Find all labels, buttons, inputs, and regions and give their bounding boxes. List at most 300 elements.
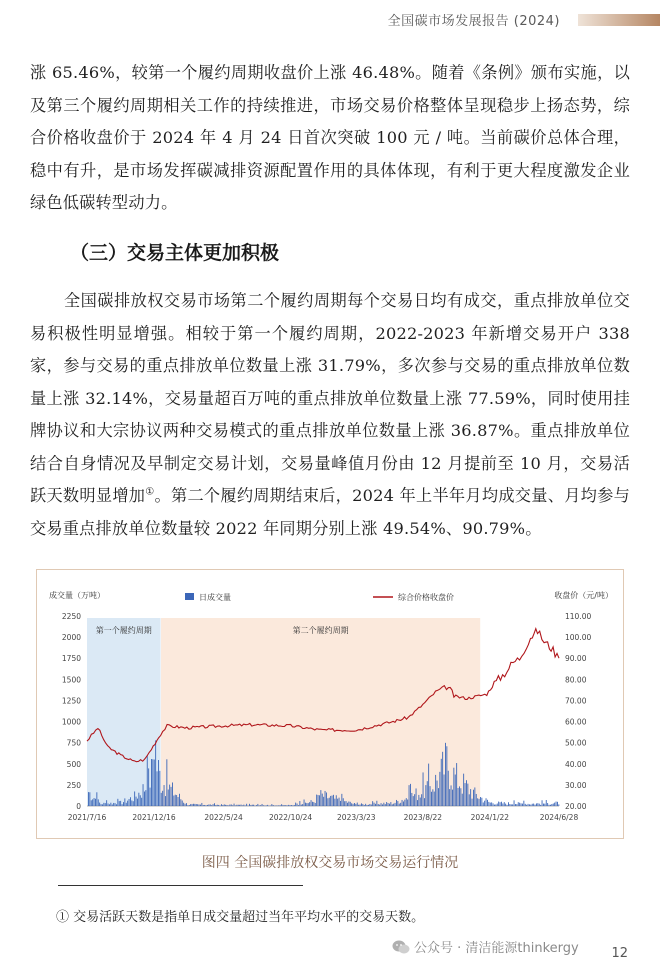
period-label: 第一个履约周期: [95, 626, 152, 635]
volume-bar: [508, 802, 509, 806]
volume-bar: [168, 790, 169, 806]
x-tick-label: 2024/1/22: [470, 813, 510, 822]
volume-bar: [110, 803, 111, 806]
volume-bar: [179, 794, 180, 806]
volume-bar: [500, 802, 501, 806]
volume-bar: [129, 799, 130, 806]
volume-bar: [518, 802, 519, 806]
volume-bar: [481, 798, 482, 806]
volume-bar: [113, 803, 114, 806]
volume-bar: [278, 805, 279, 806]
volume-bar: [152, 759, 153, 806]
volume-bar: [144, 792, 145, 806]
volume-bar: [229, 805, 230, 806]
volume-bar: [523, 801, 524, 806]
volume-bar: [493, 803, 494, 806]
left-tick-label: 2250: [61, 612, 81, 621]
volume-bar: [316, 795, 317, 806]
volume-bar: [439, 772, 440, 806]
volume-bar: [514, 800, 515, 806]
volume-bar: [474, 787, 475, 806]
volume-bar: [372, 801, 373, 806]
volume-bar: [105, 803, 106, 806]
volume-bar: [383, 803, 384, 806]
x-tick-label: 2024/6/28: [539, 813, 579, 822]
volume-bar: [431, 792, 432, 806]
volume-bar: [460, 788, 461, 806]
volume-bar: [399, 804, 400, 806]
volume-bar: [102, 804, 103, 806]
wechat-watermark: [392, 937, 579, 956]
right-tick-label: 30.00: [565, 780, 587, 790]
volume-bar: [232, 805, 233, 806]
left-tick-label: 750: [66, 738, 81, 748]
volume-bar: [414, 794, 415, 806]
volume-bar: [340, 801, 341, 806]
period-label: 第二个履约周期: [292, 626, 349, 635]
volume-bar: [200, 805, 201, 806]
volume-bar: [306, 803, 307, 806]
figure-caption: 图四 全国碳排放权交易市场交易运行情况: [201, 855, 459, 871]
volume-bar: [526, 805, 527, 806]
volume-bar: [103, 803, 104, 806]
left-tick-label: 0: [76, 802, 81, 811]
volume-bar: [333, 795, 334, 806]
volume-bar: [131, 800, 132, 806]
volume-bar: [134, 791, 135, 806]
volume-bar: [287, 805, 288, 806]
volume-bar: [169, 785, 170, 806]
volume-bar: [409, 785, 410, 806]
volume-bar: [332, 796, 333, 806]
volume-bar: [480, 797, 481, 806]
volume-bar: [525, 804, 526, 806]
volume-bar: [137, 799, 138, 806]
volume-bar: [315, 803, 316, 806]
volume-bar: [145, 790, 146, 806]
volume-bar: [556, 802, 557, 806]
volume-bar: [472, 799, 473, 806]
volume-bar: [354, 803, 355, 806]
volume-bar: [154, 760, 155, 806]
volume-bar: [522, 804, 523, 806]
volume-bar: [101, 804, 102, 806]
volume-bar: [281, 804, 282, 806]
volume-bar: [542, 800, 543, 806]
volume-bar: [155, 740, 156, 806]
volume-bar: [521, 803, 522, 806]
footnote: ① 交易活跃天数是指单日成交量超过当年平均水平的交易天数。: [56, 910, 425, 925]
volume-bar: [390, 802, 391, 806]
paragraph-price: 涨 65.46%，较第一个履约周期收盘价上涨 46.48%。随着《条例》颁布实施，以及第三个履约周期相关工作的持续推进，市场交易价格整体呈现稳步上扬态势，综合价格收盘价于 2024 年 4 月 24 日首次突破 100 元 / 吨。当前碳价总体合理，稳中有升，是市场发挥碳减排资源配置作用的具体体现，有利于更大程度激发企业绿色低碳转型动力。: [30, 63, 630, 212]
volume-bar: [203, 805, 204, 806]
volume-bar: [558, 804, 559, 806]
footnote-divider: [58, 885, 303, 886]
x-tick-label: 2021/12/16: [132, 813, 176, 822]
volume-bar: [295, 803, 296, 806]
volume-bar: [288, 805, 289, 806]
volume-bar: [309, 802, 310, 806]
volume-bar: [458, 788, 459, 806]
volume-bar: [486, 798, 487, 806]
volume-bar: [127, 801, 128, 806]
volume-bar: [549, 805, 550, 806]
volume-bar: [256, 805, 257, 806]
volume-bar: [491, 802, 492, 806]
volume-bar: [330, 796, 331, 806]
volume-bar: [109, 804, 110, 806]
volume-bar: [551, 804, 552, 806]
volume-bar: [497, 804, 498, 806]
volume-bar: [231, 804, 232, 806]
volume-bar: [180, 799, 181, 806]
volume-bar: [435, 775, 436, 806]
trading-chart: [36, 569, 624, 839]
volume-bar: [543, 804, 544, 806]
volume-bar: [451, 785, 452, 806]
volume-bar: [533, 804, 534, 806]
volume-bar: [120, 801, 121, 806]
volume-bar: [519, 803, 520, 806]
volume-bar: [367, 805, 368, 806]
volume-bar: [264, 805, 265, 806]
volume-bar: [148, 768, 149, 806]
volume-bar: [117, 799, 118, 806]
volume-bar: [92, 799, 93, 806]
volume-bar: [392, 804, 393, 806]
volume-bar: [196, 804, 197, 806]
volume-bar: [199, 804, 200, 806]
volume-bar: [550, 805, 551, 806]
left-tick-label: 2000: [61, 633, 81, 643]
volume-bar: [498, 802, 499, 806]
volume-bar: [249, 804, 250, 806]
volume-bar: [239, 805, 240, 806]
volume-bar: [467, 784, 468, 806]
volume-bar: [516, 804, 517, 806]
volume-bar: [365, 804, 366, 806]
volume-bar: [406, 798, 407, 806]
volume-bar: [411, 793, 412, 806]
volume-bar: [441, 759, 442, 806]
volume-bar: [420, 798, 421, 806]
volume-bar: [421, 794, 422, 806]
volume-bar: [388, 803, 389, 806]
volume-bar: [311, 800, 312, 806]
volume-bar: [334, 799, 335, 806]
volume-bar: [299, 801, 300, 806]
volume-bar: [157, 771, 158, 806]
volume-bar: [138, 793, 139, 806]
volume-bar: [532, 804, 533, 806]
page-number: 12: [611, 946, 628, 961]
volume-bar: [262, 804, 263, 806]
volume-bar: [389, 804, 390, 806]
volume-bar: [242, 805, 243, 806]
volume-bar: [161, 793, 162, 806]
volume-bar: [343, 798, 344, 806]
volume-bar: [463, 774, 464, 806]
volume-bar: [291, 805, 292, 806]
volume-bar: [136, 797, 137, 806]
right-axis-title: 收盘价（元/吨）: [554, 591, 613, 600]
volume-bar: [267, 805, 268, 806]
volume-bar: [329, 798, 330, 806]
paragraph-participants-tail: 。第二个履约周期结束后，2024 年上半年月均成交量、月均参与交易重点排放单位数量较 2022 年同期分别上涨 49.54%、90.79%。: [30, 486, 630, 538]
volume-bar: [554, 803, 555, 806]
volume-bar: [246, 804, 247, 806]
volume-bar: [470, 789, 471, 806]
volume-bar: [339, 798, 340, 806]
volume-bar: [151, 759, 152, 806]
volume-bar: [544, 804, 545, 806]
volume-bar: [140, 795, 141, 806]
volume-bar: [323, 797, 324, 806]
volume-bar: [207, 805, 208, 806]
period-band: [87, 618, 161, 806]
volume-bar: [143, 784, 144, 806]
x-tick-label: 2021/7/16: [67, 813, 107, 822]
volume-bar: [98, 799, 99, 806]
x-tick-label: 2023/3/23: [337, 813, 376, 822]
volume-bar: [112, 804, 113, 806]
volume-bar: [368, 805, 369, 806]
volume-bar: [417, 800, 418, 806]
volume-bar: [297, 804, 298, 806]
volume-bar: [260, 805, 261, 806]
volume-bar: [362, 804, 363, 806]
watermark-text: 公众号 · 清洁能源thinkergy: [414, 941, 579, 956]
volume-bar: [465, 783, 466, 806]
volume-bar: [194, 804, 195, 806]
wechat-icon: [392, 939, 410, 955]
right-tick-label: 80.00: [565, 675, 587, 685]
volume-bar: [381, 803, 382, 806]
volume-bar: [341, 794, 342, 806]
volume-bar: [357, 803, 358, 806]
volume-bar: [210, 804, 211, 806]
volume-bar: [361, 803, 362, 806]
paragraph-participants: [30, 285, 630, 545]
volume-bar: [386, 802, 387, 806]
volume-bar: [257, 804, 258, 806]
volume-bar: [116, 804, 117, 806]
volume-bar: [285, 805, 286, 806]
left-tick-label: 500: [66, 759, 81, 769]
volume-bar: [547, 803, 548, 806]
left-tick-label: 1250: [61, 696, 81, 706]
volume-bar: [259, 805, 260, 806]
volume-bar: [186, 803, 187, 806]
volume-bar: [453, 768, 454, 806]
volume-bar: [271, 804, 272, 806]
volume-bar: [530, 805, 531, 806]
volume-bar: [283, 805, 284, 806]
volume-bar: [515, 804, 516, 806]
volume-bar: [442, 752, 443, 806]
volume-bar: [434, 792, 435, 806]
volume-bar: [302, 804, 303, 806]
volume-bar: [178, 797, 179, 806]
volume-bar: [428, 764, 429, 806]
volume-bar: [444, 774, 445, 806]
volume-bar: [220, 805, 221, 806]
volume-bar: [171, 787, 172, 806]
volume-bar: [91, 800, 92, 806]
volume-bar: [410, 784, 411, 806]
volume-bar: [536, 803, 537, 806]
volume-bar: [222, 805, 223, 806]
volume-bar: [456, 763, 457, 806]
x-tick-label: 2022/5/24: [204, 813, 243, 822]
volume-bar: [245, 805, 246, 806]
volume-bar: [537, 803, 538, 806]
volume-bar: [290, 805, 291, 806]
volume-bar: [364, 805, 365, 806]
volume-bar: [427, 781, 428, 806]
volume-bar: [402, 800, 403, 806]
volume-bar: [430, 786, 431, 806]
right-tick-label: 70.00: [565, 696, 587, 706]
page-header: [0, 6, 660, 32]
volume-bar: [165, 796, 166, 806]
volume-bar: [509, 804, 510, 806]
volume-bar: [502, 803, 503, 806]
volume-bar: [375, 804, 376, 806]
volume-bar: [385, 804, 386, 806]
volume-bar: [347, 803, 348, 806]
volume-bar: [396, 800, 397, 806]
volume-bar: [407, 799, 408, 806]
volume-bar: [424, 798, 425, 806]
volume-bar: [511, 804, 512, 806]
volume-bar: [284, 805, 285, 806]
volume-bar: [119, 801, 120, 806]
volume-bar: [122, 804, 123, 806]
right-tick-label: 90.00: [565, 654, 587, 664]
volume-bar: [448, 771, 449, 806]
volume-bar: [280, 805, 281, 806]
volume-bar: [346, 801, 347, 806]
volume-bar: [218, 805, 219, 806]
volume-bar: [214, 803, 215, 806]
volume-bar: [505, 804, 506, 806]
volume-bar: [301, 805, 302, 806]
volume-bar: [469, 794, 470, 806]
volume-bar: [313, 802, 314, 806]
volume-bar: [236, 805, 237, 806]
volume-bar: [162, 791, 163, 806]
left-tick-label: 1750: [61, 654, 81, 664]
volume-bar: [213, 804, 214, 806]
volume-bar: [326, 792, 327, 806]
volume-bar: [197, 804, 198, 806]
volume-bar: [484, 801, 485, 806]
left-tick-label: 250: [66, 780, 81, 790]
volume-bar: [88, 792, 89, 806]
volume-bar: [459, 786, 460, 806]
volume-bar: [455, 775, 456, 806]
volume-bar: [123, 802, 124, 806]
volume-bar: [327, 798, 328, 806]
volume-bar: [437, 781, 438, 806]
volume-bar: [141, 798, 142, 806]
volume-bar: [228, 805, 229, 806]
volume-bar: [189, 805, 190, 806]
report-title: 全国碳市场发展报告 (2024): [387, 14, 560, 29]
volume-bar: [108, 803, 109, 806]
volume-bar: [106, 800, 107, 806]
volume-bar: [507, 805, 508, 806]
header-accent-bar: [578, 14, 660, 26]
volume-bar: [445, 743, 446, 806]
right-tick-label: 60.00: [565, 717, 587, 727]
volume-bar: [252, 805, 253, 806]
volume-bar: [374, 803, 375, 806]
volume-bar: [477, 798, 478, 806]
volume-bar: [158, 760, 159, 806]
left-tick-label: 1500: [61, 675, 81, 685]
volume-bar: [147, 756, 148, 806]
volume-bar: [182, 800, 183, 806]
x-tick-label: 2023/8/22: [403, 813, 443, 822]
volume-bar: [476, 794, 477, 806]
volume-bar: [539, 804, 540, 806]
chart-canvas: [37, 570, 623, 838]
volume-bar: [89, 792, 90, 806]
right-tick-label: 40.00: [565, 759, 587, 769]
volume-bar: [224, 804, 225, 806]
volume-bar: [348, 801, 349, 806]
volume-bar: [99, 803, 100, 806]
legend-bar-swatch: [185, 593, 194, 600]
volume-bar: [173, 796, 174, 806]
volume-bar: [96, 792, 97, 806]
volume-bar: [294, 805, 295, 806]
volume-bar: [234, 804, 235, 806]
volume-bar: [204, 805, 205, 806]
volume-bar: [164, 785, 165, 806]
volume-bar: [235, 805, 236, 806]
volume-bar: [312, 802, 313, 806]
volume-bar: [351, 803, 352, 806]
volume-bar: [413, 796, 414, 806]
right-tick-label: 50.00: [565, 738, 587, 748]
footnote-mark: ①: [145, 486, 155, 498]
volume-bar: [504, 802, 505, 806]
volume-bar: [400, 803, 401, 806]
volume-bar: [322, 794, 323, 806]
volume-bar: [266, 805, 267, 806]
x-tick-label: 2022/10/24: [268, 813, 313, 822]
volume-bar: [253, 805, 254, 806]
volume-bar: [487, 800, 488, 806]
volume-bar: [304, 799, 305, 806]
volume-bar: [263, 805, 264, 806]
volume-bar: [344, 801, 345, 806]
volume-bar: [206, 805, 207, 806]
legend-bar-label: 日成交量: [199, 593, 231, 602]
volume-bar: [535, 805, 536, 806]
volume-bar: [325, 791, 326, 806]
volume-bar: [395, 803, 396, 806]
volume-bar: [130, 797, 131, 806]
volume-bar: [192, 804, 193, 806]
volume-bar: [376, 801, 377, 806]
volume-bar: [175, 795, 176, 806]
left-tick-label: 1000: [61, 717, 81, 727]
volume-bar: [418, 795, 419, 806]
